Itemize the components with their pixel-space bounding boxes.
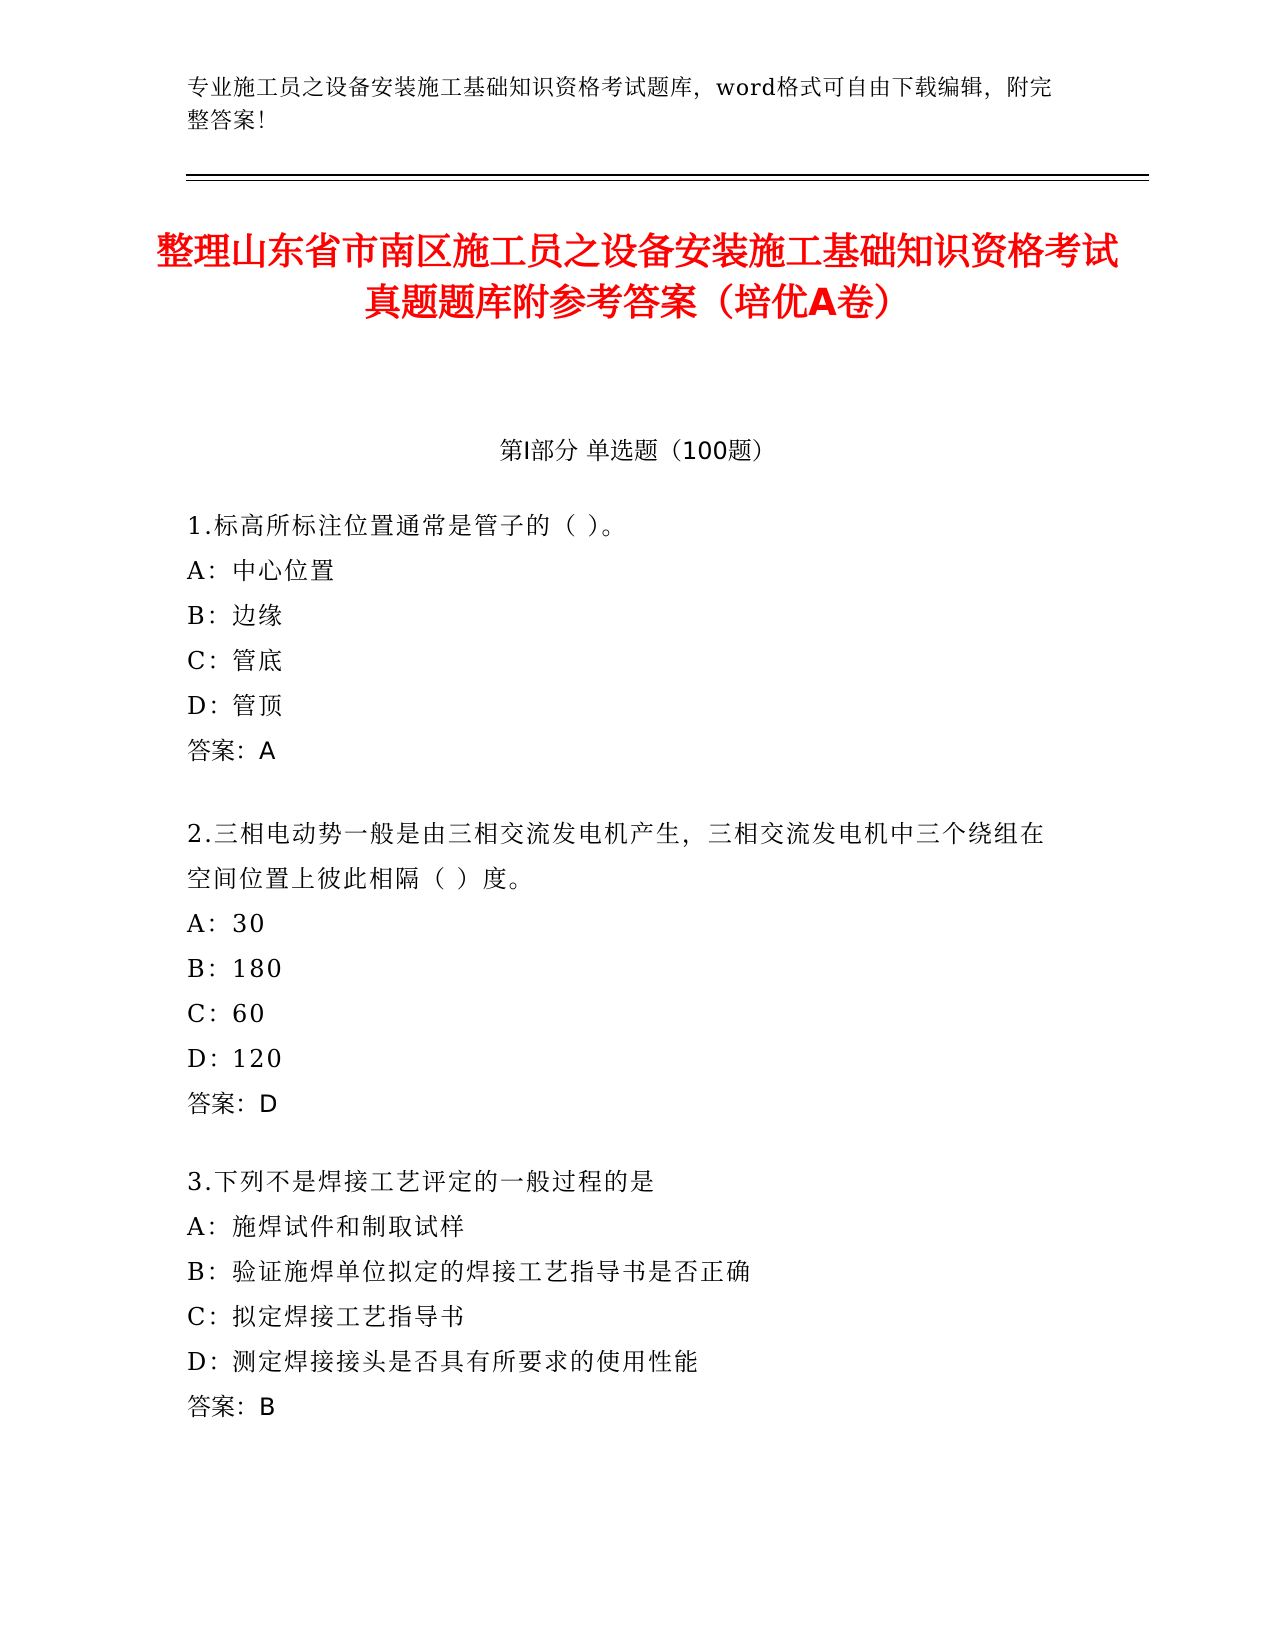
option-text: 管底 (232, 647, 284, 675)
question-1 (187, 504, 1067, 774)
option-b (187, 947, 1067, 992)
option-b (187, 1250, 1067, 1295)
option-d (187, 1037, 1067, 1082)
header-divider-thick (186, 174, 1149, 176)
option-text: 中心位置 (232, 557, 336, 585)
question-2 (187, 812, 1067, 1127)
option-key: A： (187, 557, 233, 585)
answer: 答案：D (187, 1090, 278, 1118)
option-text: 施焊试件和制取试样 (232, 1213, 466, 1241)
header-divider-thin (186, 180, 1149, 181)
option-c (187, 992, 1067, 1037)
option-text: 拟定焊接工艺指导书 (232, 1303, 466, 1331)
option-key: C： (187, 1000, 234, 1028)
question-stem: 3.下列不是焊接工艺评定的一般过程的是 (187, 1168, 656, 1196)
option-text: 验证施焊单位拟定的焊接工艺指导书是否正确 (232, 1258, 752, 1286)
header-note: 专业施工员之设备安装施工基础知识资格考试题库，word格式可自由下载编辑，附完整答案！ (187, 76, 1053, 134)
option-text: 30 (232, 910, 267, 938)
question-stem: 2.三相电动势一般是由三相交流发电机产生，三相交流发电机中三个绕组在空间位置上彼此相隔（ ）度。 (187, 820, 1046, 893)
document-title: 整理山东省市南区施工员之设备安装施工基础知识资格考试真题题库附参考答案（培优A卷） (156, 230, 1119, 324)
option-text: 测定焊接接头是否具有所要求的使用性能 (232, 1348, 700, 1376)
option-key: D： (187, 1348, 235, 1376)
option-d (187, 684, 1067, 729)
option-text: 60 (232, 1000, 267, 1028)
option-c (187, 1295, 1067, 1340)
option-a (187, 902, 1067, 947)
option-d (187, 1340, 1067, 1385)
option-key: B： (187, 1258, 233, 1286)
question-3 (187, 1160, 1067, 1430)
option-key: B： (187, 602, 233, 630)
answer: 答案：B (187, 1393, 276, 1421)
option-key: A： (187, 1213, 233, 1241)
option-a (187, 1205, 1067, 1250)
option-key: C： (187, 647, 234, 675)
section-title: 第Ⅰ部分 单选题（100题） (499, 437, 776, 465)
option-key: A： (187, 910, 233, 938)
option-text: 管顶 (232, 692, 284, 720)
option-text: 120 (232, 1045, 284, 1073)
option-text: 边缘 (232, 602, 284, 630)
option-c (187, 639, 1067, 684)
option-a (187, 549, 1067, 594)
option-key: D： (187, 1045, 235, 1073)
answer: 答案：A (187, 737, 276, 765)
option-text: 180 (232, 955, 284, 983)
option-key: C： (187, 1303, 234, 1331)
question-stem: 1.标高所标注位置通常是管子的（ ）。 (187, 512, 628, 540)
option-key: D： (187, 692, 235, 720)
option-b (187, 594, 1067, 639)
option-key: B： (187, 955, 233, 983)
